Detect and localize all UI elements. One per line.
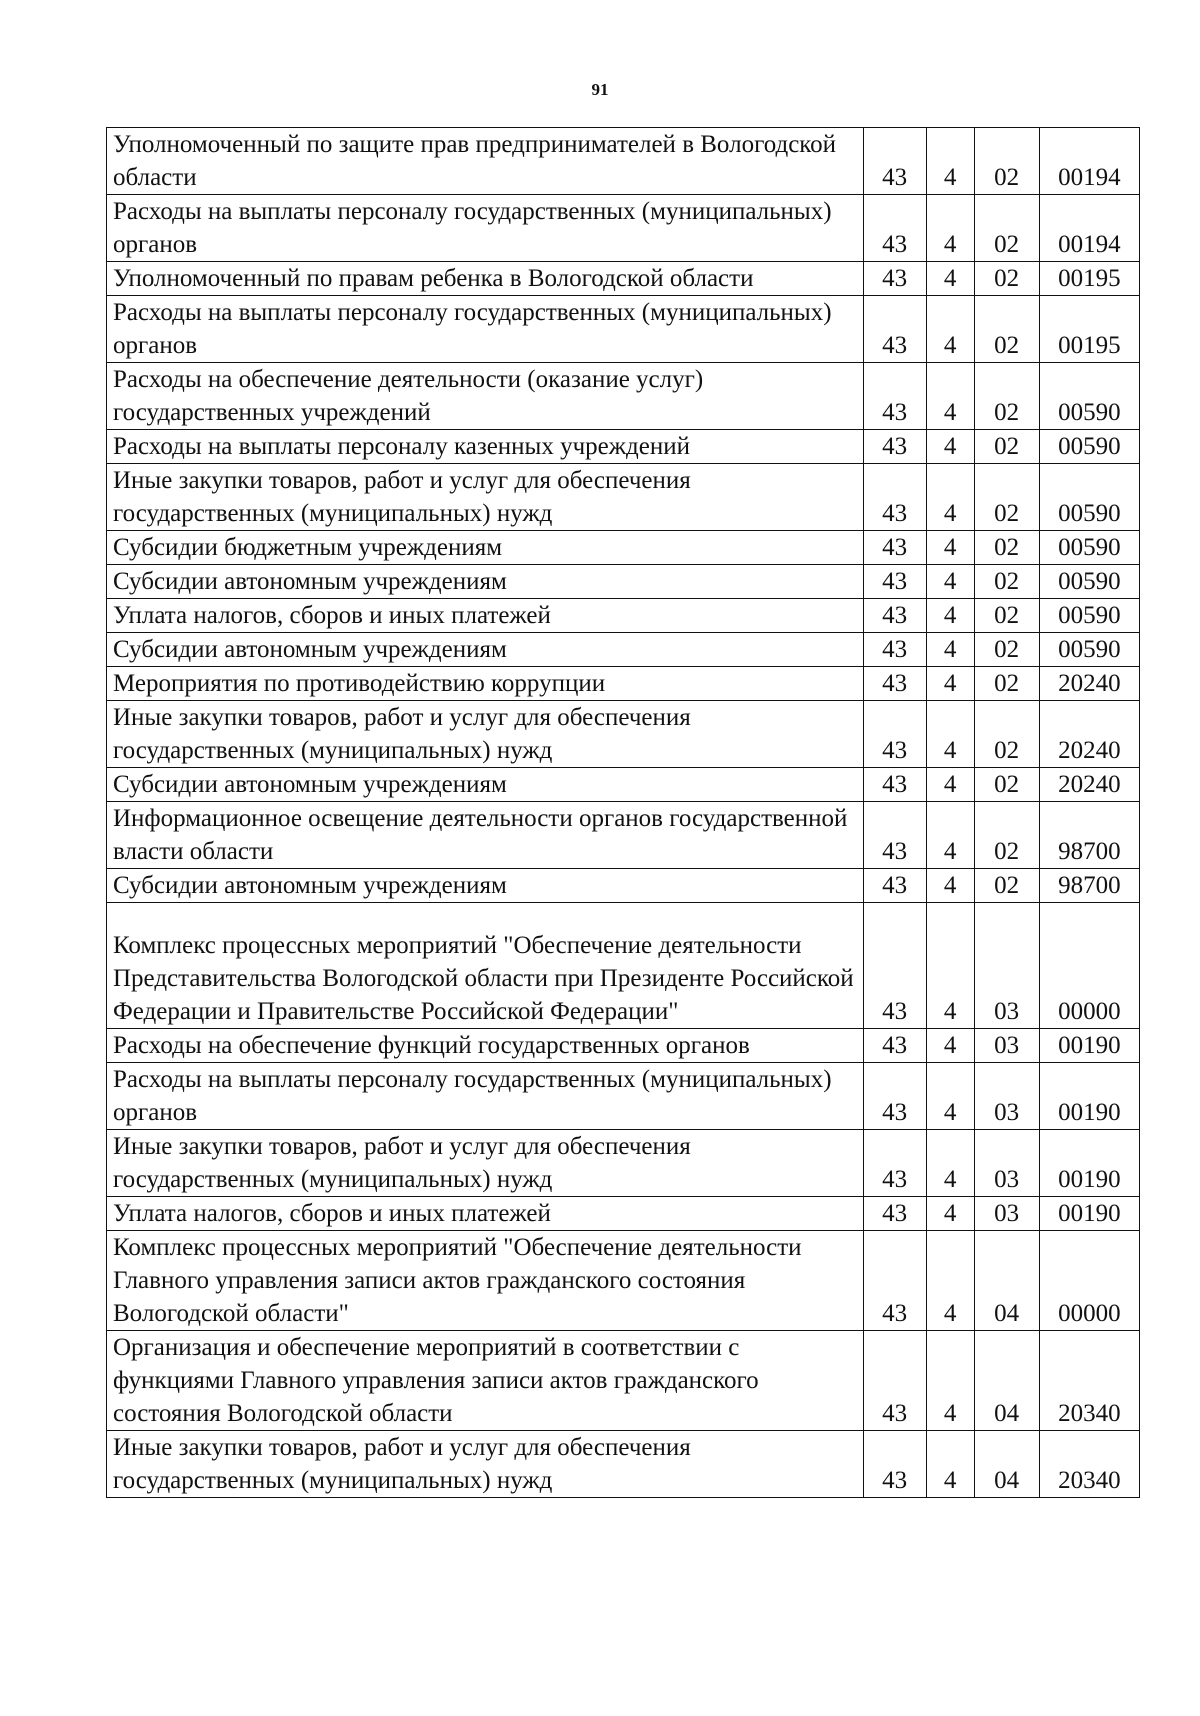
row-title: Комплекс процессных мероприятий "Обеспечение деятельности Представительства Вологодской области при Президенте Российской Федерации и Правительстве Российской Федерации" <box>107 903 864 1029</box>
table-row <box>107 1331 1140 1431</box>
row-title: Расходы на обеспечение деятельности (оказание услуг) государственных учреждений <box>107 363 864 430</box>
code-ministry: 43 <box>863 296 926 363</box>
code-program: 4 <box>926 430 974 464</box>
code-ministry: 43 <box>863 1063 926 1130</box>
code-ministry: 43 <box>863 802 926 869</box>
code-subprogram: 04 <box>974 1231 1039 1331</box>
code-direction: 20240 <box>1039 768 1139 802</box>
table-row <box>107 1063 1140 1130</box>
code-ministry: 43 <box>863 430 926 464</box>
code-program: 4 <box>926 262 974 296</box>
row-title: Уполномоченный по правам ребенка в Вологодской области <box>107 262 864 296</box>
code-subprogram: 03 <box>974 1197 1039 1231</box>
code-program: 4 <box>926 363 974 430</box>
code-direction: 20240 <box>1039 667 1139 701</box>
code-subprogram: 02 <box>974 667 1039 701</box>
table-row <box>107 1231 1140 1331</box>
code-direction: 00590 <box>1039 464 1139 531</box>
code-subprogram: 02 <box>974 599 1039 633</box>
code-subprogram: 02 <box>974 531 1039 565</box>
code-ministry: 43 <box>863 1231 926 1331</box>
code-direction: 00590 <box>1039 565 1139 599</box>
code-program: 4 <box>926 633 974 667</box>
code-program: 4 <box>926 1431 974 1498</box>
code-program: 4 <box>926 599 974 633</box>
row-title: Расходы на обеспечение функций государственных органов <box>107 1029 864 1063</box>
code-ministry: 43 <box>863 667 926 701</box>
table-row <box>107 633 1140 667</box>
code-direction: 20340 <box>1039 1431 1139 1498</box>
code-subprogram: 02 <box>974 430 1039 464</box>
table-row <box>107 1029 1140 1063</box>
code-subprogram: 02 <box>974 363 1039 430</box>
table-row <box>107 701 1140 768</box>
code-subprogram: 03 <box>974 1029 1039 1063</box>
code-ministry: 43 <box>863 363 926 430</box>
row-title: Мероприятия по противодействию коррупции <box>107 667 864 701</box>
code-direction: 00190 <box>1039 1197 1139 1231</box>
code-ministry: 43 <box>863 262 926 296</box>
code-ministry: 43 <box>863 633 926 667</box>
code-subprogram: 02 <box>974 633 1039 667</box>
row-title: Иные закупки товаров, работ и услуг для обеспечения государственных (муниципальных) нужд <box>107 701 864 768</box>
table-row <box>107 1197 1140 1231</box>
code-program: 4 <box>926 1029 974 1063</box>
code-program: 4 <box>926 1231 974 1331</box>
row-title: Субсидии бюджетным учреждениям <box>107 531 864 565</box>
code-direction: 00190 <box>1039 1063 1139 1130</box>
table-row <box>107 1431 1140 1498</box>
code-subprogram: 02 <box>974 128 1039 195</box>
table-row <box>107 195 1140 262</box>
code-ministry: 43 <box>863 701 926 768</box>
table-row <box>107 903 1140 1029</box>
code-ministry: 43 <box>863 1431 926 1498</box>
code-ministry: 43 <box>863 1197 926 1231</box>
code-direction: 00000 <box>1039 903 1139 1029</box>
table-row <box>107 262 1140 296</box>
code-program: 4 <box>926 1063 974 1130</box>
table-row <box>107 531 1140 565</box>
code-direction: 00190 <box>1039 1029 1139 1063</box>
code-subprogram: 02 <box>974 565 1039 599</box>
code-direction: 00590 <box>1039 430 1139 464</box>
code-subprogram: 02 <box>974 262 1039 296</box>
table-row <box>107 802 1140 869</box>
code-subprogram: 02 <box>974 768 1039 802</box>
table-row <box>107 128 1140 195</box>
table-row <box>107 363 1140 430</box>
code-subprogram: 02 <box>974 464 1039 531</box>
code-direction: 00000 <box>1039 1231 1139 1331</box>
code-program: 4 <box>926 869 974 903</box>
row-title: Расходы на выплаты персоналу казенных учреждений <box>107 430 864 464</box>
code-subprogram: 04 <box>974 1431 1039 1498</box>
code-program: 4 <box>926 296 974 363</box>
page-number: 91 <box>591 80 609 99</box>
code-ministry: 43 <box>863 128 926 195</box>
code-subprogram: 03 <box>974 903 1039 1029</box>
table-row <box>107 565 1140 599</box>
budget-table-body <box>107 128 1140 1498</box>
code-subprogram: 02 <box>974 802 1039 869</box>
code-subprogram: 02 <box>974 296 1039 363</box>
row-title: Иные закупки товаров, работ и услуг для обеспечения государственных (муниципальных) нужд <box>107 464 864 531</box>
code-program: 4 <box>926 903 974 1029</box>
code-program: 4 <box>926 464 974 531</box>
code-subprogram: 04 <box>974 1331 1039 1431</box>
code-ministry: 43 <box>863 1130 926 1197</box>
table-row <box>107 869 1140 903</box>
row-title: Расходы на выплаты персоналу государственных (муниципальных) органов <box>107 1063 864 1130</box>
row-title: Субсидии автономным учреждениям <box>107 565 864 599</box>
row-title: Уполномоченный по защите прав предпринимателей в Вологодской области <box>107 128 864 195</box>
code-ministry: 43 <box>863 1331 926 1431</box>
table-row <box>107 599 1140 633</box>
table-row <box>107 464 1140 531</box>
code-direction: 98700 <box>1039 802 1139 869</box>
code-program: 4 <box>926 802 974 869</box>
code-direction: 20240 <box>1039 701 1139 768</box>
code-direction: 98700 <box>1039 869 1139 903</box>
code-subprogram: 02 <box>974 195 1039 262</box>
row-title: Информационное освещение деятельности органов государственной власти области <box>107 802 864 869</box>
row-title: Субсидии автономным учреждениям <box>107 768 864 802</box>
row-title: Иные закупки товаров, работ и услуг для обеспечения государственных (муниципальных) нужд <box>107 1431 864 1498</box>
code-ministry: 43 <box>863 195 926 262</box>
code-program: 4 <box>926 768 974 802</box>
code-program: 4 <box>926 531 974 565</box>
row-title: Уплата налогов, сборов и иных платежей <box>107 1197 864 1231</box>
code-direction: 00194 <box>1039 195 1139 262</box>
code-direction: 00190 <box>1039 1130 1139 1197</box>
row-title: Организация и обеспечение мероприятий в соответствии с функциями Главного управления записи актов гражданского состояния Вологодской области <box>107 1331 864 1431</box>
code-direction: 20340 <box>1039 1331 1139 1431</box>
code-program: 4 <box>926 195 974 262</box>
code-direction: 00590 <box>1039 363 1139 430</box>
code-ministry: 43 <box>863 1029 926 1063</box>
table-row <box>107 768 1140 802</box>
code-direction: 00590 <box>1039 599 1139 633</box>
budget-table <box>106 127 1140 1498</box>
code-ministry: 43 <box>863 464 926 531</box>
code-ministry: 43 <box>863 869 926 903</box>
code-subprogram: 02 <box>974 701 1039 768</box>
code-subprogram: 03 <box>974 1063 1039 1130</box>
code-program: 4 <box>926 565 974 599</box>
code-direction: 00195 <box>1039 262 1139 296</box>
table-row <box>107 296 1140 363</box>
code-ministry: 43 <box>863 768 926 802</box>
row-title: Субсидии автономным учреждениям <box>107 869 864 903</box>
code-program: 4 <box>926 1130 974 1197</box>
code-ministry: 43 <box>863 531 926 565</box>
code-subprogram: 03 <box>974 1130 1039 1197</box>
code-ministry: 43 <box>863 599 926 633</box>
code-ministry: 43 <box>863 903 926 1029</box>
code-ministry: 43 <box>863 565 926 599</box>
code-direction: 00194 <box>1039 128 1139 195</box>
row-title: Расходы на выплаты персоналу государственных (муниципальных) органов <box>107 296 864 363</box>
code-direction: 00590 <box>1039 531 1139 565</box>
table-row <box>107 1130 1140 1197</box>
row-title: Субсидии автономным учреждениям <box>107 633 864 667</box>
row-title: Расходы на выплаты персоналу государственных (муниципальных) органов <box>107 195 864 262</box>
code-subprogram: 02 <box>974 869 1039 903</box>
code-program: 4 <box>926 701 974 768</box>
code-program: 4 <box>926 1197 974 1231</box>
row-title: Уплата налогов, сборов и иных платежей <box>107 599 864 633</box>
code-direction: 00590 <box>1039 633 1139 667</box>
code-direction: 00195 <box>1039 296 1139 363</box>
row-title: Иные закупки товаров, работ и услуг для обеспечения государственных (муниципальных) нужд <box>107 1130 864 1197</box>
code-program: 4 <box>926 1331 974 1431</box>
code-program: 4 <box>926 128 974 195</box>
table-row <box>107 430 1140 464</box>
code-program: 4 <box>926 667 974 701</box>
table-row <box>107 667 1140 701</box>
row-title: Комплекс процессных мероприятий "Обеспечение деятельности Главного управления записи актов гражданского состояния Вологодской области" <box>107 1231 864 1331</box>
